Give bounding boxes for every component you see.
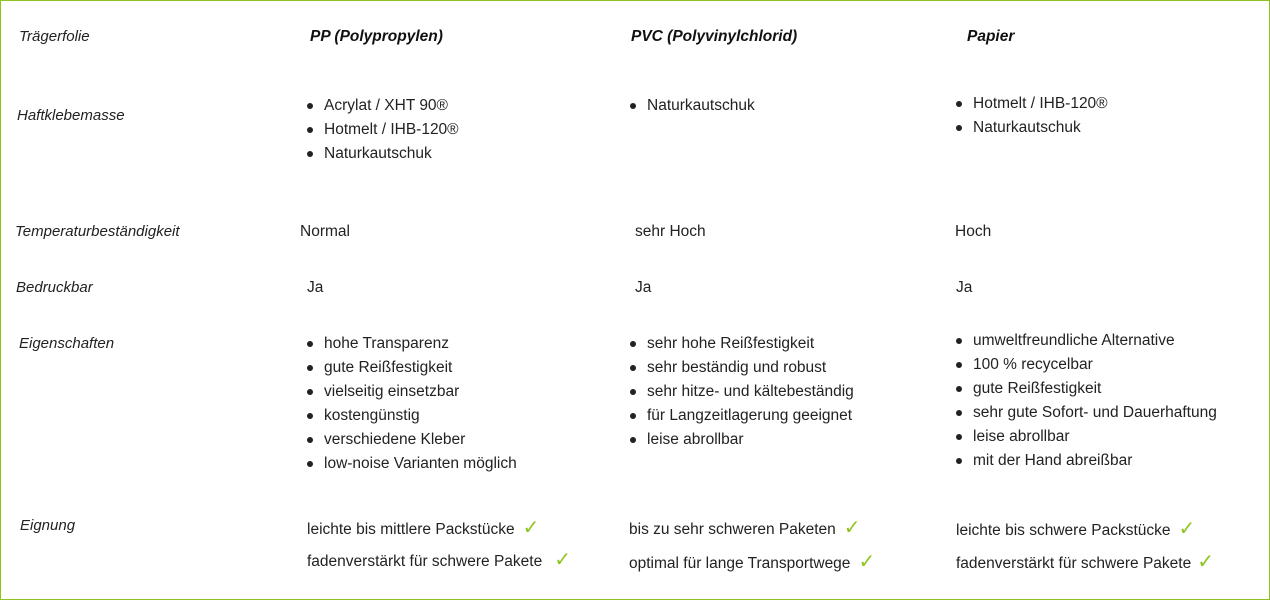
bullet-icon	[956, 410, 962, 416]
bullet-icon	[956, 125, 962, 131]
bullet-icon	[630, 341, 636, 347]
bullet-icon	[307, 437, 313, 443]
list-item: Naturkautschuk	[956, 116, 1108, 140]
pvc-eignung-item-2: optimal für lange Transportwege ✓	[629, 551, 876, 573]
bullet-icon	[956, 338, 962, 344]
list-item: mit der Hand abreißbar	[956, 449, 1217, 473]
checkmark-icon: ✓	[522, 517, 540, 539]
list-item: sehr hitze- und kältebeständig	[630, 380, 854, 404]
pp-eignung-item-1: leichte bis mittlere Packstücke ✓	[307, 517, 540, 539]
bullet-icon	[630, 389, 636, 395]
list-item: leise abrollbar	[956, 425, 1217, 449]
pp-eigenschaften-list	[307, 332, 517, 476]
papier-haftklebemasse-list	[956, 92, 1108, 140]
row-label-temperatur: Temperaturbeständigkeit	[15, 223, 180, 240]
pvc-eigenschaften-list	[630, 332, 854, 452]
list-item: Naturkautschuk	[307, 142, 459, 166]
list-item: sehr hohe Reißfestigkeit	[630, 332, 854, 356]
bullet-icon	[307, 365, 313, 371]
row-label-eigenschaften: Eigenschaften	[19, 335, 115, 352]
list-item: Naturkautschuk	[630, 94, 755, 118]
row-label-haftklebemasse: Haftklebemasse	[17, 107, 125, 124]
list-item: leise abrollbar	[630, 428, 854, 452]
bullet-icon	[956, 362, 962, 368]
bullet-icon	[630, 103, 636, 109]
list-item: Hotmelt / IHB-120®	[956, 92, 1108, 116]
pvc-temperatur-value: sehr Hoch	[635, 223, 706, 240]
papier-eigenschaften-list	[956, 329, 1217, 473]
pp-temperatur-value: Normal	[300, 223, 350, 240]
pp-haftklebemasse-list	[307, 94, 459, 166]
checkmark-icon: ✓	[1197, 551, 1214, 573]
checkmark-icon: ✓	[858, 551, 876, 573]
list-item: 100 % recycelbar	[956, 353, 1217, 377]
pp-bedruckbar-value: Ja	[307, 279, 324, 296]
bullet-icon	[956, 101, 962, 107]
row-label-traegerfolie: Trägerfolie	[19, 28, 90, 45]
pvc-haftklebemasse-list	[630, 94, 755, 118]
bullet-icon	[307, 389, 313, 395]
list-item: gute Reißfestigkeit	[956, 377, 1217, 401]
bullet-icon	[307, 461, 313, 467]
papier-eignung-item-1: leichte bis schwere Packstücke ✓	[956, 518, 1196, 540]
checkmark-icon: ✓	[554, 549, 571, 571]
list-item: kostengünstig	[307, 404, 517, 428]
column-header-papier: Papier	[967, 28, 1015, 45]
bullet-icon	[630, 365, 636, 371]
papier-eignung-item-2: fadenverstärkt für schwere Pakete ✓	[956, 551, 1214, 573]
papier-temperatur-value: Hoch	[955, 223, 992, 240]
bullet-icon	[630, 437, 636, 443]
list-item: hohe Transparenz	[307, 332, 517, 356]
bullet-icon	[956, 434, 962, 440]
list-item: verschiedene Kleber	[307, 428, 517, 452]
bullet-icon	[956, 458, 962, 464]
pvc-bedruckbar-value: Ja	[635, 279, 652, 296]
bullet-icon	[307, 341, 313, 347]
list-item: für Langzeitlagerung geeignet	[630, 404, 854, 428]
list-item: low-noise Varianten möglich	[307, 452, 517, 476]
list-item: gute Reißfestigkeit	[307, 356, 517, 380]
pp-eignung-item-2: fadenverstärkt für schwere Pakete ✓	[307, 549, 571, 571]
list-item: Hotmelt / IHB-120®	[307, 118, 459, 142]
list-item: sehr beständig und robust	[630, 356, 854, 380]
row-label-bedruckbar: Bedruckbar	[16, 279, 93, 296]
column-header-pp: PP (Polypropylen)	[310, 28, 443, 45]
bullet-icon	[307, 103, 313, 109]
list-item: Acrylat / XHT 90®	[307, 94, 459, 118]
checkmark-icon: ✓	[1178, 518, 1196, 540]
checkmark-icon: ✓	[843, 517, 861, 539]
bullet-icon	[630, 413, 636, 419]
row-label-eignung: Eignung	[20, 517, 76, 534]
bullet-icon	[307, 127, 313, 133]
bullet-icon	[307, 413, 313, 419]
papier-bedruckbar-value: Ja	[956, 279, 973, 296]
bullet-icon	[956, 386, 962, 392]
pvc-eignung-item-1: bis zu sehr schweren Paketen ✓	[629, 517, 861, 539]
column-header-pvc: PVC (Polyvinylchlorid)	[631, 28, 798, 45]
list-item: umweltfreundliche Alternative	[956, 329, 1217, 353]
bullet-icon	[307, 151, 313, 157]
list-item: vielseitig einsetzbar	[307, 380, 517, 404]
list-item: sehr gute Sofort- und Dauerhaftung	[956, 401, 1217, 425]
